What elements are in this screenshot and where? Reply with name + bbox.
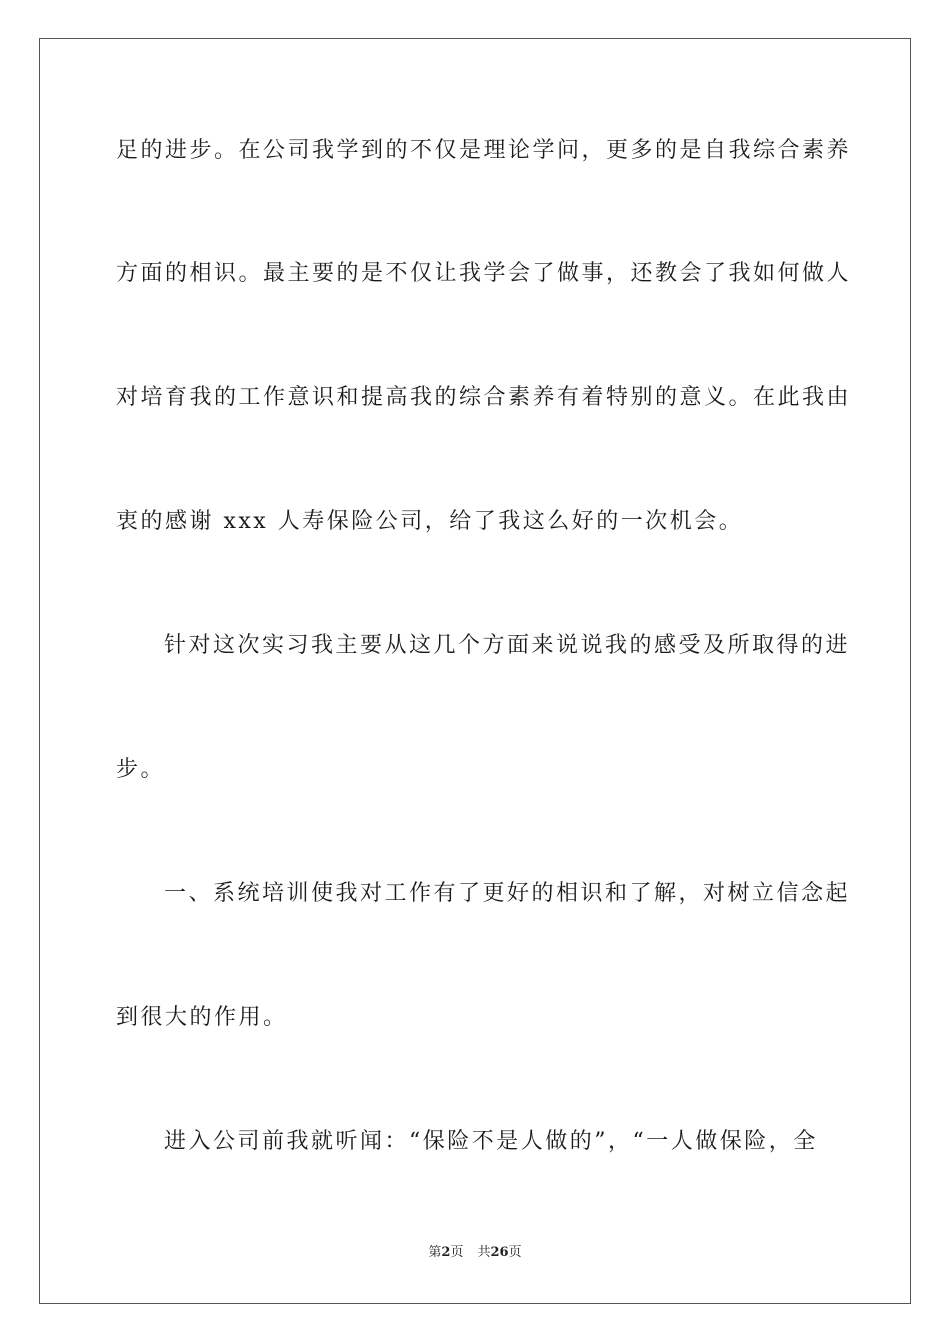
body-line-3: 对培育我的工作意识和提高我的综合素养有着特别的意义。在此我由 (116, 385, 852, 410)
body-line-8: 到很大的作用。 (116, 1005, 288, 1030)
footer-page-prefix: 第 (428, 1245, 442, 1260)
footer-page-unit: 页 (450, 1245, 464, 1260)
body-line-2: 方面的相识。最主要的是不仅让我学会了做事，还教会了我如何做人 (116, 261, 852, 286)
body-line-5: 针对这次实习我主要从这几个方面来说说我的感受及所取得的进 (164, 633, 851, 658)
body-line-6: 步。 (116, 757, 166, 782)
footer-page-current: 2 (441, 1245, 451, 1260)
footer-total-prefix: 共 (477, 1245, 491, 1260)
page-border (39, 38, 911, 1304)
page-footer (0, 1244, 950, 1262)
body-line-1: 足的进步。在公司我学到的不仅是理论学问，更多的是自我综合素养 (116, 138, 852, 163)
body-line-9: 进入公司前我就听闻：“保险不是人做的”，“一人做保险，全 (164, 1129, 818, 1154)
footer-page-total: 26 (490, 1245, 509, 1260)
footer-total-unit: 页 (508, 1245, 522, 1260)
body-line-7: 一、系统培训使我对工作有了更好的相识和了解，对树立信念起 (164, 881, 851, 906)
body-line-4: 衷的感谢 xxx 人寿保险公司，给了我这么好的一次机会。 (116, 509, 744, 534)
